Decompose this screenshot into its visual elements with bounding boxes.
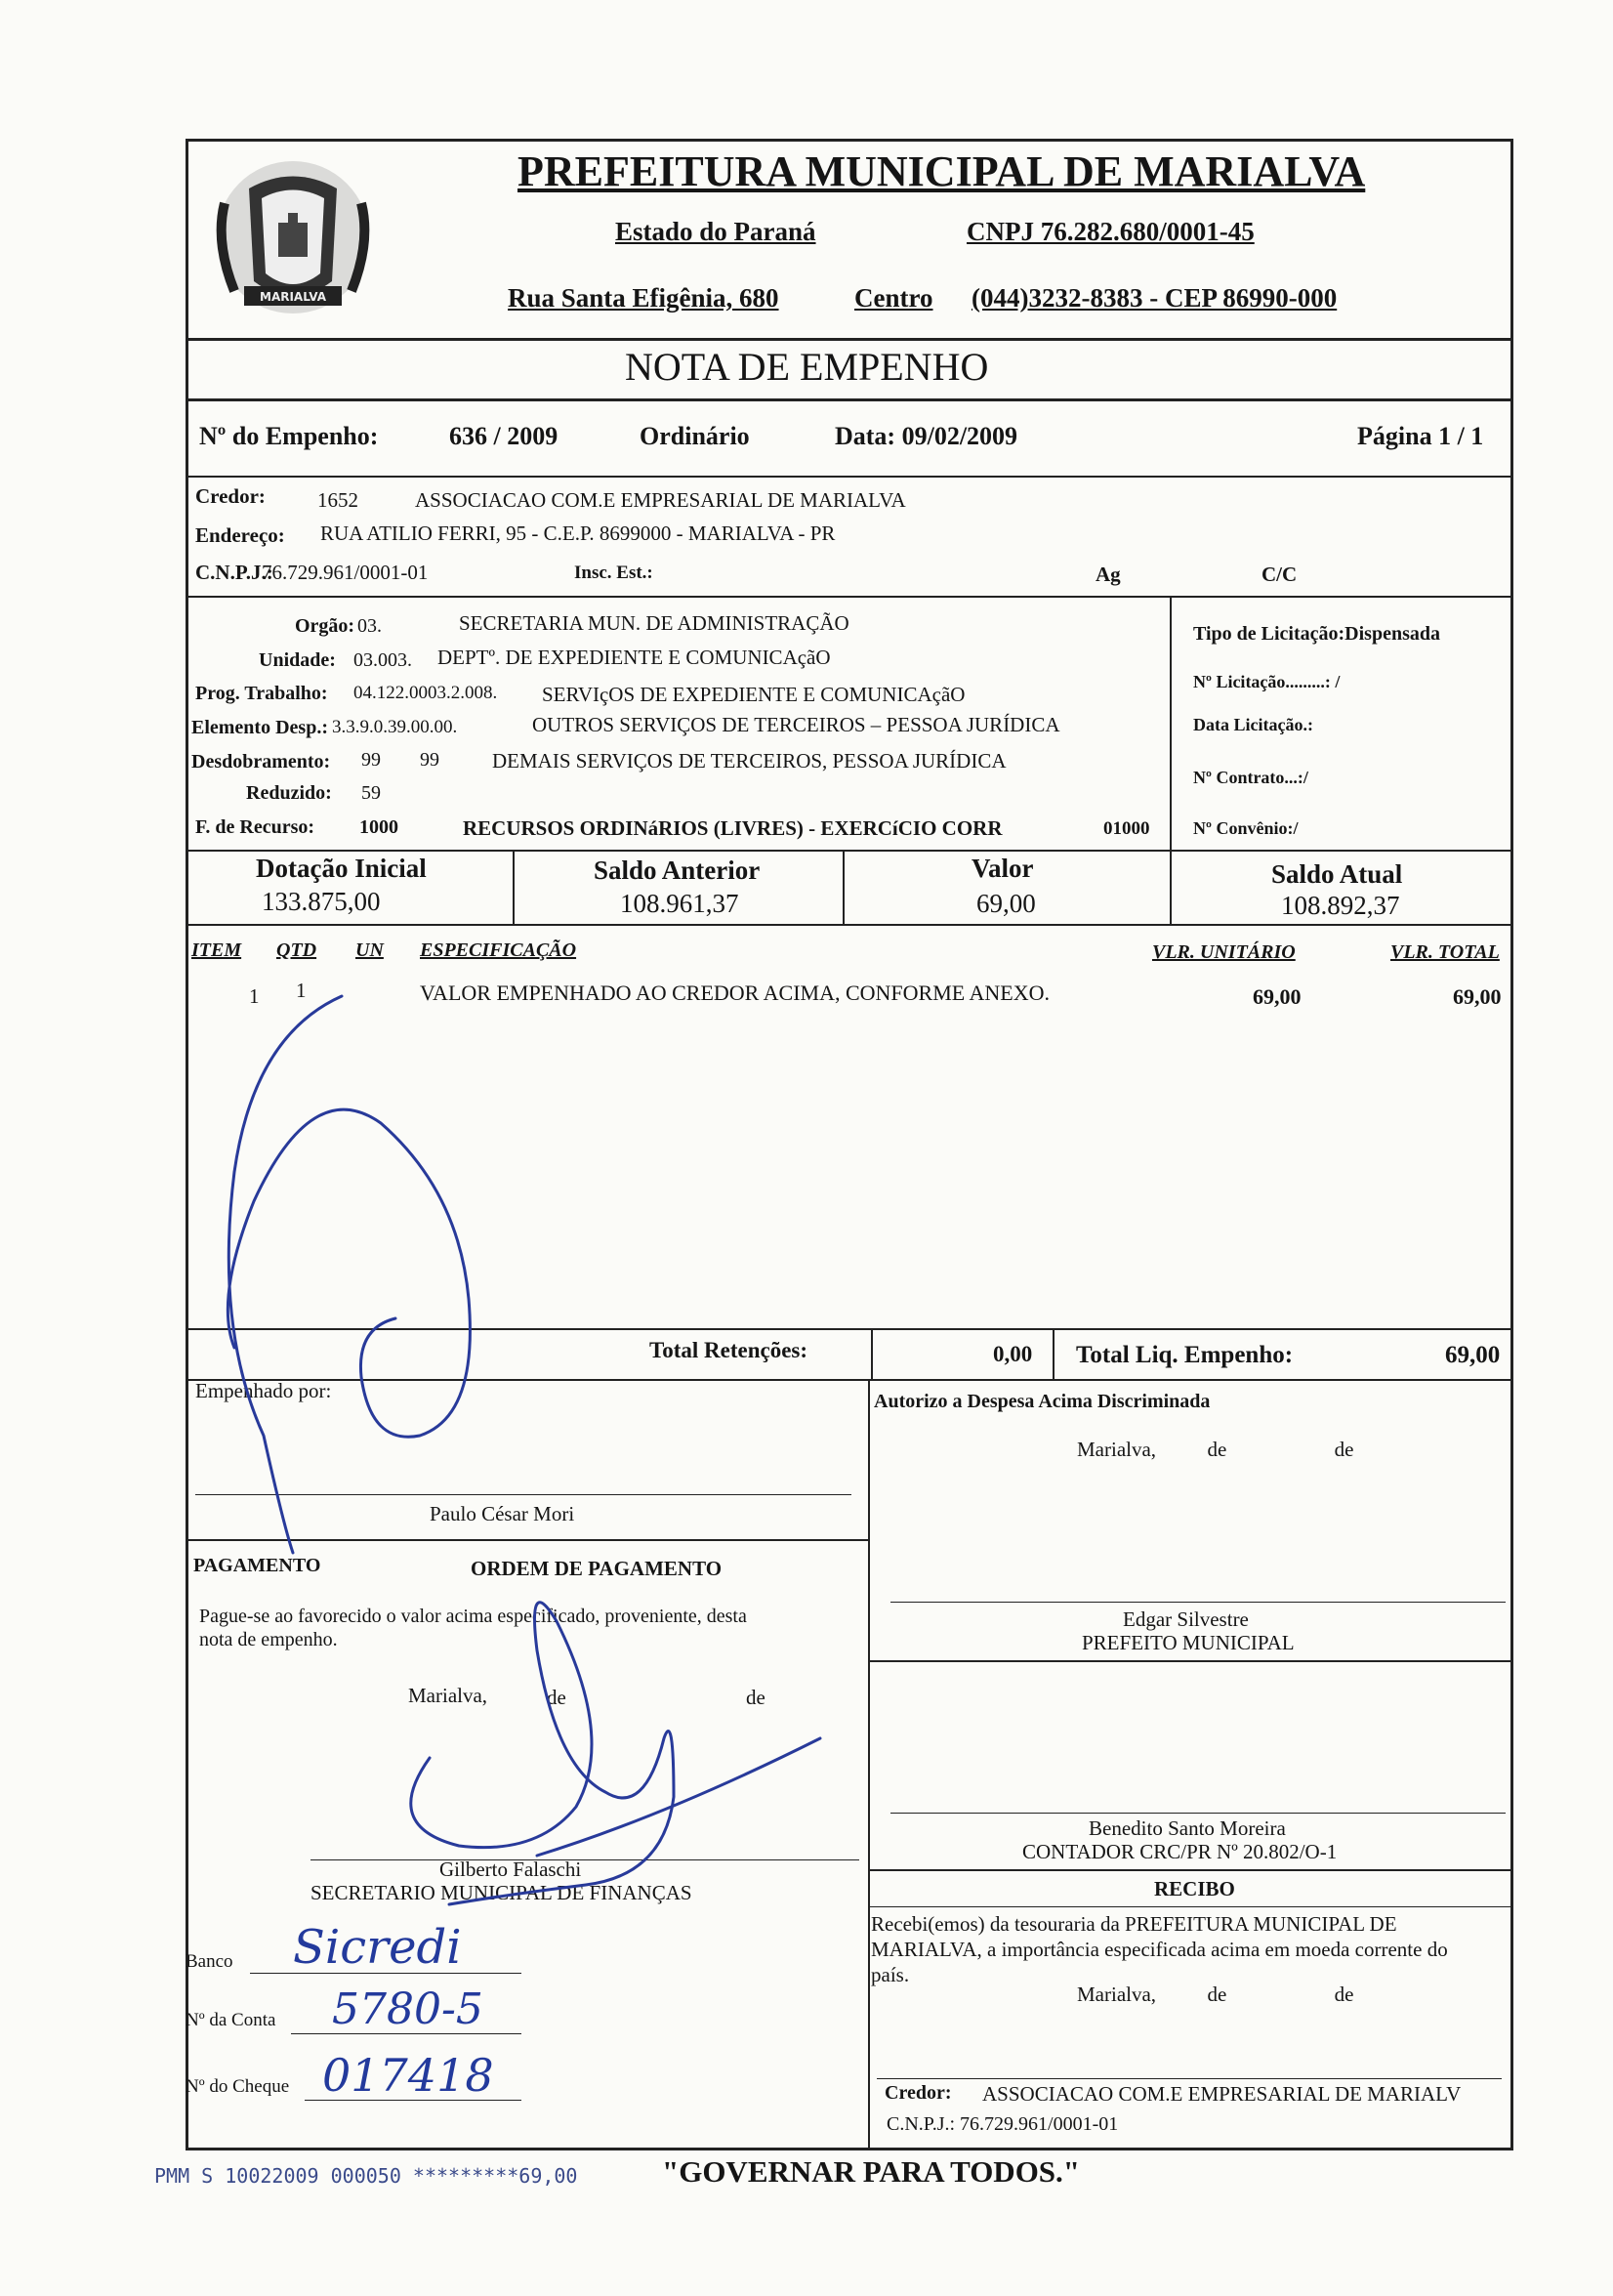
document-title: NOTA DE EMPENHO <box>625 345 989 389</box>
banco-label: Banco <box>186 1951 233 1972</box>
district: Centro <box>854 283 933 313</box>
recibo-date: Marialva, de de <box>1077 1983 1354 2006</box>
especificacao-column-header: ESPECIFICAÇÃO <box>420 939 577 961</box>
signature-pagamento-icon <box>293 1582 879 1914</box>
credor-label: Credor: <box>195 484 266 508</box>
reduzido-value: 59 <box>361 782 381 804</box>
saldo-anterior-label: Saldo Anterior <box>594 856 761 885</box>
prog-trabalho-label: Prog. Trabalho: <box>195 683 328 704</box>
unidade-code: 03.003. <box>353 649 412 671</box>
orgao-code: 03. <box>357 615 382 637</box>
municipality-cnpj: CNPJ 76.282.680/0001-45 <box>967 217 1255 246</box>
street-address: Rua Santa Efigênia, 680 <box>508 283 779 313</box>
recibo-line2: MARIALVA, a importância especificada acima em moeda corrente do <box>871 1938 1448 1961</box>
recibo-line3: país. <box>871 1963 910 1986</box>
footer-stamp: PMM S 10022009 000050 *********69,00 <box>154 2164 578 2188</box>
cc-label: C/C <box>1261 563 1298 586</box>
cnpj-label: C.N.P.J.: <box>195 561 273 584</box>
secretario-title: SECRETARIO MUNICIPAL DE FINANÇAS <box>310 1881 692 1904</box>
empenho-type: Ordinário <box>640 422 750 450</box>
desdobramento-code2: 99 <box>420 749 439 771</box>
municipal-crest-icon <box>195 145 391 340</box>
svg-text:MARIALVA: MARIALVA <box>260 290 326 304</box>
cheque-label: Nº do Cheque <box>186 2076 290 2097</box>
signature-empenho-icon <box>176 977 879 1563</box>
autorizo-text: Autorizo a Despesa Acima Discriminada <box>874 1391 1211 1412</box>
numero-licitacao: Nº Licitação.........: / <box>1193 672 1341 691</box>
desdobramento-code1: 99 <box>361 749 381 771</box>
unidade-name: DEPTº. DE EXPEDIENTE E COMUNICAçãO <box>437 646 831 669</box>
pagamento-de1: de <box>547 1686 566 1709</box>
contador-name: Benedito Santo Moreira <box>1089 1816 1286 1840</box>
dotacao-inicial-value: 133.875,00 <box>262 887 381 916</box>
empenho-date: Data: 09/02/2009 <box>835 422 1018 450</box>
fonte-recurso-code: 1000 <box>359 816 398 838</box>
credor-address: RUA ATILIO FERRI, 95 - C.E.P. 8699000 - MARIALVA - PR <box>320 522 836 545</box>
item-vlr-unitario: 69,00 <box>1253 984 1302 1009</box>
footer-slogan: "GOVERNAR PARA TODOS." <box>662 2154 1081 2189</box>
total-retencoes-value: 0,00 <box>993 1342 1033 1366</box>
empenhado-por-label: Empenhado por: <box>195 1379 332 1402</box>
tipo-licitacao: Tipo de Licitação:Dispensada <box>1193 623 1440 645</box>
item-vlr-total: 69,00 <box>1453 984 1502 1009</box>
total-retencoes-label: Total Retenções: <box>649 1338 808 1362</box>
phone-cep: (044)3232-8383 - CEP 86990-000 <box>972 283 1338 313</box>
address-label: Endereço: <box>195 523 285 547</box>
vlr-total-column-header: VLR. TOTAL <box>1390 941 1500 963</box>
valor-label: Valor <box>972 854 1034 883</box>
elemento-name: OUTROS SERVIÇOS DE TERCEIROS – PESSOA JURÍDICA <box>532 713 1060 736</box>
qtd-column-header: QTD <box>276 939 317 961</box>
item-column-header: ITEM <box>191 939 242 961</box>
prefeito-title: PREFEITO MUNICIPAL <box>1082 1631 1295 1654</box>
total-liquido-label: Total Liq. Empenho: <box>1076 1342 1294 1368</box>
state-name: Estado do Paraná <box>615 217 816 246</box>
banco-handwritten: Sicredi <box>293 1920 462 1975</box>
autorizo-date: Marialva, de de <box>1077 1438 1354 1461</box>
municipality-title: PREFEITURA MUNICIPAL DE MARIALVA <box>517 147 1366 195</box>
credor-name: ASSOCIACAO COM.E EMPRESARIAL DE MARIALVA <box>415 488 906 512</box>
vlr-unitario-column-header: VLR. UNITÁRIO <box>1152 941 1296 963</box>
numero-convenio: Nº Convênio:/ <box>1193 818 1299 838</box>
page-number: Página 1 / 1 <box>1357 422 1484 450</box>
ordem-pagamento-title: ORDEM DE PAGAMENTO <box>471 1557 723 1580</box>
saldo-anterior-value: 108.961,37 <box>620 889 739 918</box>
numero-contrato: Nº Contrato...:/ <box>1193 768 1308 787</box>
elemento-label: Elemento Desp.: <box>191 717 328 738</box>
reduzido-label: Reduzido: <box>246 782 332 804</box>
fonte-recurso-name: RECURSOS ORDINáRIOS (LIVRES) - EXERCíCIO CORR <box>463 816 1003 840</box>
fonte-recurso-code2: 01000 <box>1103 818 1150 839</box>
cheque-handwritten: 017418 <box>322 2049 494 2102</box>
item-especificacao: VALOR EMPENHADO AO CREDOR ACIMA, CONFORME ANEXO. <box>420 981 1050 1005</box>
orgao-name: SECRETARIA MUN. DE ADMINISTRAÇÃO <box>459 611 849 635</box>
saldo-atual-value: 108.892,37 <box>1281 891 1400 920</box>
valor-value: 69,00 <box>976 889 1036 918</box>
insc-est-label: Insc. Est.: <box>574 563 653 583</box>
item-qtd: 1 <box>296 979 307 1002</box>
prefeito-name: Edgar Silvestre <box>1123 1607 1249 1631</box>
recibo-cnpj: C.N.P.J.: 76.729.961/0001-01 <box>887 2113 1119 2135</box>
recibo-title: RECIBO <box>1154 1877 1235 1900</box>
pagamento-de2: de <box>746 1686 765 1709</box>
total-liquido-value: 69,00 <box>1445 1342 1501 1368</box>
conta-label: Nº da Conta <box>186 2010 276 2030</box>
pagamento-text-line1: Pague-se ao favorecido o valor acima especificado, proveniente, desta <box>199 1606 747 1627</box>
item-number: 1 <box>249 984 260 1008</box>
elemento-code: 3.3.9.0.39.00.00. <box>332 717 458 737</box>
empenho-number: 636 / 2009 <box>449 422 558 450</box>
pagamento-text-line2: nota de empenho. <box>199 1629 338 1650</box>
ag-label: Ag <box>1096 563 1121 586</box>
credor-code: 1652 <box>317 488 358 512</box>
dotacao-inicial-label: Dotação Inicial <box>256 854 427 883</box>
unidade-label: Unidade: <box>259 649 336 671</box>
contador-title: CONTADOR CRC/PR Nº 20.802/O-1 <box>1022 1840 1338 1863</box>
recibo-credor-label: Credor: <box>885 2082 952 2104</box>
conta-handwritten: 5780-5 <box>332 1984 483 2034</box>
desdobramento-name: DEMAIS SERVIÇOS DE TERCEIROS, PESSOA JURÍDICA <box>492 749 1007 772</box>
orgao-label: Orgão: <box>295 615 355 637</box>
data-licitacao: Data Licitação.: <box>1193 715 1313 734</box>
prog-trabalho-code: 04.122.0003.2.008. <box>353 683 498 703</box>
pagamento-label: PAGAMENTO <box>193 1555 321 1576</box>
saldo-atual-label: Saldo Atual <box>1271 859 1403 889</box>
fonte-recurso-label: F. de Recurso: <box>195 816 315 838</box>
un-column-header: UN <box>355 939 384 961</box>
desdobramento-label: Desdobramento: <box>191 751 331 772</box>
empenhado-por-name: Paulo César Mori <box>430 1502 575 1525</box>
recibo-line1: Recebi(emos) da tesouraria da PREFEITURA MUNICIPAL DE <box>871 1912 1397 1936</box>
prog-trabalho-name: SERVIçOS DE EXPEDIENTE E COMUNICAçãO <box>542 683 966 706</box>
recibo-credor-name: ASSOCIACAO COM.E EMPRESARIAL DE MARIALV <box>982 2082 1462 2106</box>
empenho-number-label: Nº do Empenho: <box>199 422 379 450</box>
secretario-name: Gilberto Falaschi <box>439 1858 582 1881</box>
credor-cnpj: 76.729.961/0001-01 <box>262 561 429 584</box>
pagamento-marialva: Marialva, <box>408 1684 488 1707</box>
